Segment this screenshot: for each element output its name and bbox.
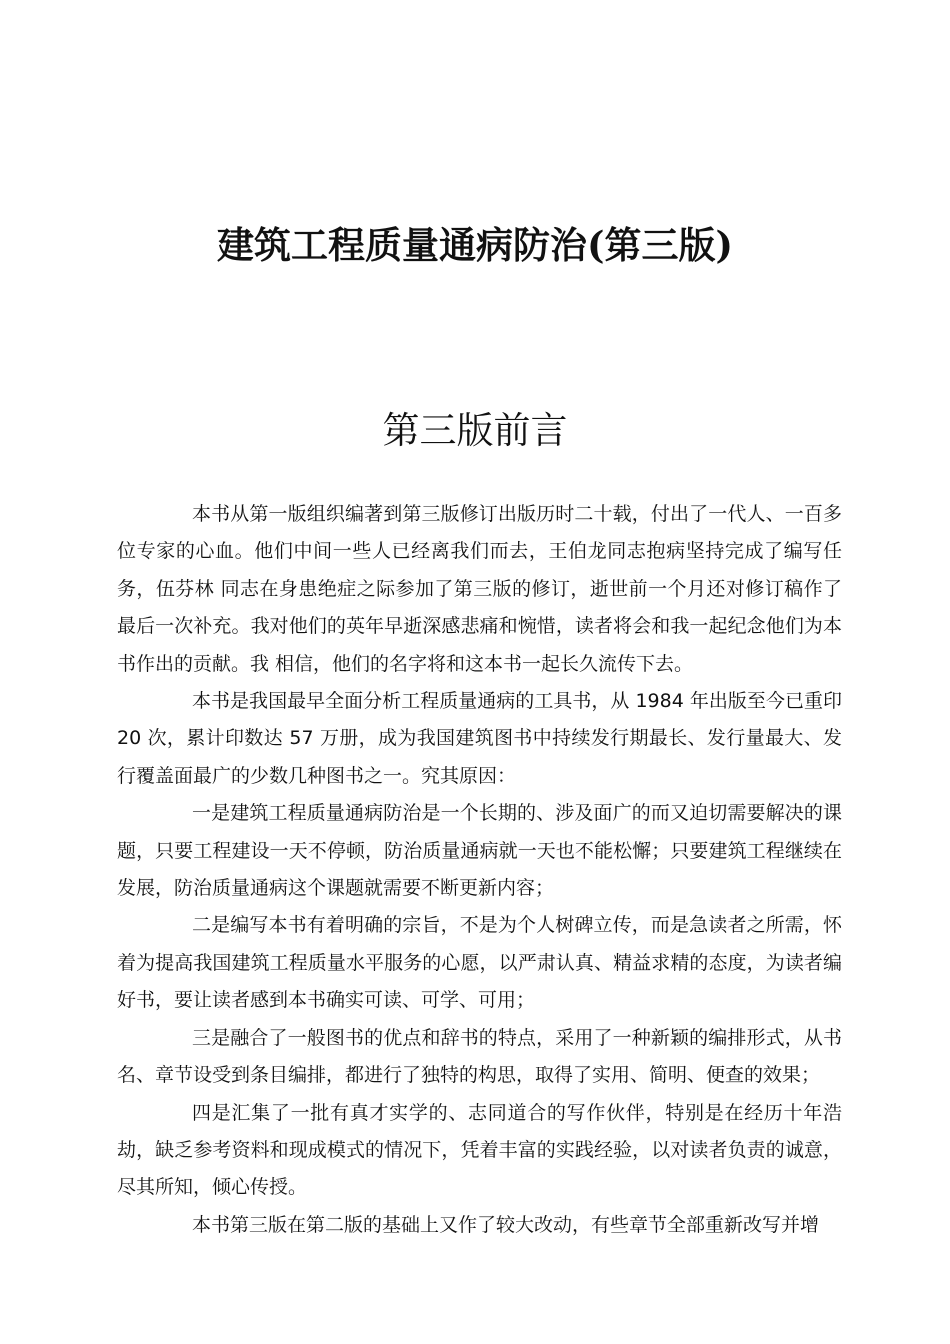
book-title: 建筑工程质量通病防治(第三版) <box>216 223 733 267</box>
paragraph: 本书是我国最早全面分析工程质量通病的工具书，从 1984 年出版至今已重印 20 次，累计印数达 57 万册，成为我国建筑图书中持续发行期最长、发行量最大、发行覆盖面最广的少数几种图书之一。究其原因： <box>117 690 842 787</box>
paragraph: 三是融合了一般图书的优点和辞书的特点，采用了一种新颖的编排形式，从书名、章节设受到条目编排，都进行了独特的构思，取得了实用、简明、便查的效果； <box>117 1026 842 1087</box>
paragraph: 四是汇集了一批有真才实学的、志同道合的写作伙伴，特别是在经历十年浩劫，缺乏参考资料和现成模式的情况下，凭着丰富的实践经验，以对读者负责的诚意，尽其所知，倾心传授。 <box>117 1101 842 1199</box>
paragraph: 一是建筑工程质量通病防治是一个长期的、涉及面广的而又迫切需要解决的课题，只要工程建设一天不停顿，防治质量通病就一天也不能松懈；只要建筑工程继续在发展，防治质量通病这个课题就需要不断更新内容； <box>117 802 842 900</box>
paragraph: 本书第三版在第二版的基础上又作了较大改动，有些章节全部重新改写并增 <box>192 1213 820 1236</box>
preface-body <box>117 496 842 1244</box>
paragraph: 二是编写本书有着明确的宗旨，不是为个人树碑立传，而是急读者之所需，怀着为提高我国建筑工程质量水平服务的心愿，以严肃认真、精益求精的态度，为读者编好书，要让读者感到本书确实可读、可学、可用； <box>117 914 842 1012</box>
paragraph: 本书从第一版组织编著到第三版修订出版历时二十载，付出了一代人、一百多位专家的心血。他们中间一些人已经离我们而去，王伯龙同志抱病坚持完成了编写任务，伍芬林 同志在身患绝症之际参加了第三版的修订，逝世前一个月还对修订稿作了最后一次补充。我对他们的英年早逝深感悲痛和惋惜，读者将会和我一起纪念他们为本书作出的贡献。我 相信，他们的名字将和这本书一起长久流传下去。 <box>117 503 842 675</box>
preface-heading: 第三版前言 <box>382 409 568 452</box>
